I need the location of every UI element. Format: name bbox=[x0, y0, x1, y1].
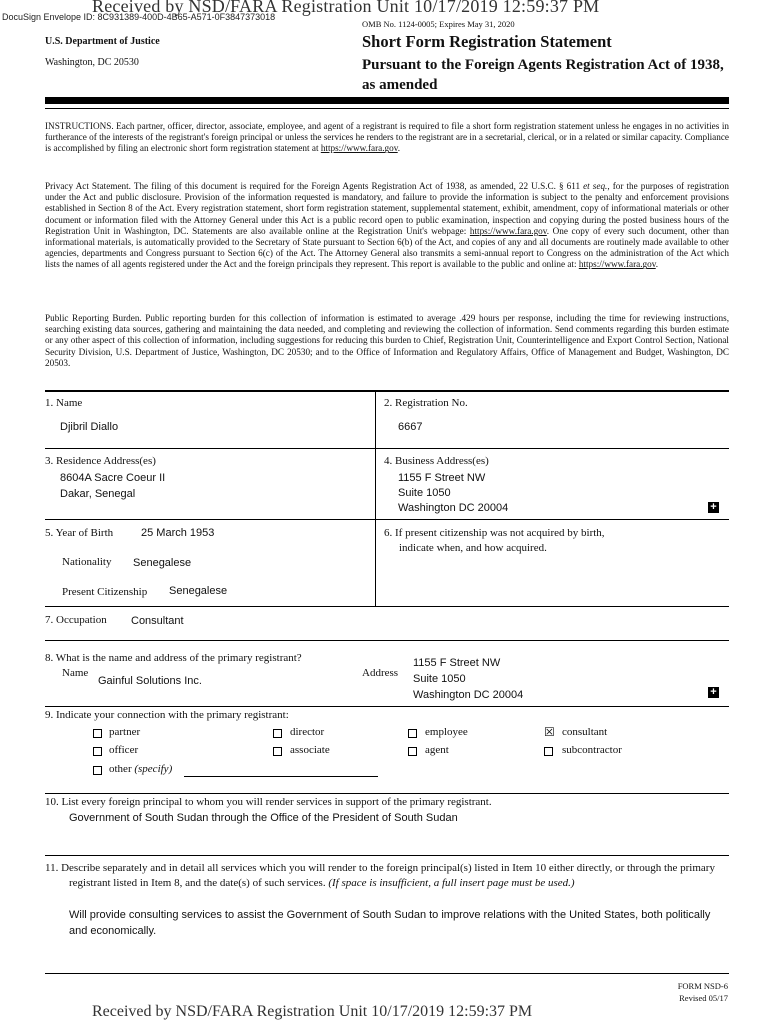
nationality-field[interactable]: Senegalese bbox=[133, 557, 192, 569]
form-title: Short Form Registration Statement bbox=[362, 32, 612, 51]
row-divider bbox=[45, 448, 729, 449]
registrant-address-label: Address bbox=[362, 667, 399, 679]
omb-number: OMB No. 1124-0005; Expires May 31, 2020 bbox=[362, 19, 515, 29]
item2-label: 2. Registration No. bbox=[384, 397, 468, 409]
subcontractor-checkbox[interactable] bbox=[544, 747, 553, 756]
department-city: Washington, DC 20530 bbox=[45, 57, 139, 68]
fara-link[interactable]: https://www.fara.gov bbox=[320, 143, 398, 154]
row-divider bbox=[45, 606, 729, 607]
item11-label-italic: (If space is insufficient, a full insert page must be used.) bbox=[328, 877, 575, 889]
column-divider bbox=[375, 390, 376, 606]
registrant-address-line3[interactable]: Washington DC 20004 bbox=[413, 689, 524, 701]
privacy-text-1: Privacy Act Statement. The filing of this document is required for the Foreign Agents Registration Act of 1938, as amended, 22 U.S.C. § 611 bbox=[45, 181, 584, 191]
business-address-line3[interactable]: Washington DC 20004 bbox=[398, 502, 509, 514]
partner-checkbox[interactable] bbox=[93, 729, 102, 738]
other-label bbox=[109, 763, 172, 775]
row-divider bbox=[45, 640, 729, 641]
services-description-field[interactable]: Will provide consulting services to assist the Government of South Sudan to improve relations with the United States, both politically and economically. bbox=[69, 909, 711, 937]
row-divider bbox=[45, 706, 729, 707]
item1-label: 1. Name bbox=[45, 397, 83, 409]
business-address-line2[interactable]: Suite 1050 bbox=[398, 487, 451, 499]
officer-label: officer bbox=[109, 744, 139, 756]
row-divider bbox=[45, 793, 729, 794]
instructions-text: INSTRUCTIONS. Each partner, officer, director, associate, employee, and agent of a registrant is required to file a short form registration statement unless he engages in no activities in furtherance of the interests of the registrant's foreign principal or unless the services he renders to the registrant are in a secretarial, clerical, or in a related or similar capacity. Compliance is accomplished by filing an electronic short form registration statement at bbox=[45, 121, 729, 154]
item7-label: 7. Occupation bbox=[45, 614, 107, 626]
form-number-text: FORM NSD-6 bbox=[677, 981, 728, 991]
item9-label: 9. Indicate your connection with the primary registrant: bbox=[45, 709, 289, 721]
form-number bbox=[678, 980, 728, 1004]
row-divider bbox=[45, 855, 729, 856]
privacy-act-paragraph bbox=[45, 181, 729, 271]
other-specify-line[interactable] bbox=[184, 776, 378, 777]
privacy-et-seq: et seq. bbox=[583, 181, 608, 191]
fara-link[interactable]: https://www.fara.gov bbox=[578, 259, 656, 270]
row-divider bbox=[45, 519, 729, 520]
associate-label: associate bbox=[290, 744, 330, 756]
fara-link[interactable]: https://www.fara.gov bbox=[469, 225, 547, 236]
business-address-line1[interactable]: 1155 F Street NW bbox=[398, 472, 486, 484]
expand-plus-icon[interactable]: + bbox=[708, 687, 719, 698]
header-rule-thin bbox=[45, 108, 729, 109]
foreign-principal-field[interactable]: Government of South Sudan through the Office of the President of South Sudan bbox=[69, 812, 458, 824]
associate-checkbox[interactable] bbox=[273, 747, 282, 756]
agent-checkbox[interactable] bbox=[408, 747, 417, 756]
nationality-label: Nationality bbox=[62, 556, 112, 568]
item5-label: 5. Year of Birth bbox=[45, 527, 114, 539]
department-name: U.S. Department of Justice bbox=[45, 36, 160, 47]
expand-plus-icon[interactable]: + bbox=[708, 502, 719, 513]
item8-label: 8. What is the name and address of the primary registrant? bbox=[45, 652, 302, 664]
received-stamp-top: Received by NSD/FARA Registration Unit 10/17/2019 12:59:37 PM bbox=[92, 0, 600, 16]
privacy-text-2: , for the purposes of registration under the Act and public disclosure. Provision of the information requested is mandatory, and failure to provide the information is subject to the penalty and enforcement provisions established in Section 8 of the Act. Every registration statement, short form registration statement, supplemental statement, exhibit, amendment, copy of informational materials or other document or information filed with the Attorney General under this Act is a public record open to public examination, inspection and copying during the posted business hours of the Registration Unit in Washington, DC. Statements are also available online at the Registration Unit's webpage: bbox=[45, 181, 729, 236]
consultant-label: consultant bbox=[562, 726, 608, 738]
name-field[interactable]: Djibril Diallo bbox=[60, 421, 119, 433]
registrant-address-line2[interactable]: Suite 1050 bbox=[413, 673, 466, 685]
form-bottom-rule bbox=[45, 973, 729, 974]
privacy-text-4: . bbox=[655, 259, 659, 270]
form-revised-date: Revised 05/17 bbox=[679, 993, 728, 1003]
consultant-checkbox-checked[interactable]: ☒ bbox=[544, 725, 555, 739]
item6-label-line1: 6. If present citizenship was not acquired by birth, bbox=[384, 527, 605, 539]
employee-label: employee bbox=[425, 726, 468, 738]
agent-label: agent bbox=[425, 744, 449, 756]
subcontractor-label: subcontractor bbox=[562, 744, 622, 756]
officer-checkbox[interactable] bbox=[93, 747, 102, 756]
registrant-name-field[interactable]: Gainful Solutions Inc. bbox=[98, 675, 202, 687]
reporting-burden-paragraph: Public Reporting Burden. Public reporting burden for this collection of information is estimated to average .429 hours per response, including the time for reviewing instructions, searching existing data sources, gathering and maintaining the data needed, and completing and reviewing the collection of information. Send comments regarding this burden estimate or any other aspect of this collection of information, including suggestions for reducing this burden to Chief, Registration Unit, Counterintelligence and Export Control Section, National Security Division, U.S. Department of Justice, Washington, DC 20530; and to the Office of Information and Regulatory Affairs, Office of Management and Budget, Washington, DC 20503. bbox=[45, 313, 729, 368]
director-label: director bbox=[290, 726, 325, 738]
instructions-end: . bbox=[397, 143, 400, 154]
registrant-name-label: Name bbox=[62, 667, 89, 679]
citizenship-label: Present Citizenship bbox=[62, 586, 148, 598]
privacy-text-3: . One copy of every such document, other than informational materials, is automatically provided to the Secretary of State pursuant to Section 6(b) of the Act, and copies of any and all documents are routinely made available to other agencies, departments and Congress pursuant to Section 6(c) of the Act. The Attorney General also transmits a semi-annual report to Congress on the administration of the Act which lists the names of all agents registered under the Act and the foreign principals they represent. This report is available to the public and online at: bbox=[45, 225, 729, 270]
item3-label: 3. Residence Address(es) bbox=[45, 455, 156, 467]
year-of-birth-field[interactable]: 25 March 1953 bbox=[141, 527, 215, 539]
item10-label: 10. List every foreign principal to whom you will render services in support of the primary registrant. bbox=[45, 796, 492, 808]
other-text: other bbox=[109, 763, 132, 775]
item11-label bbox=[45, 861, 729, 891]
item6-label-line2: indicate when, and how acquired. bbox=[399, 542, 547, 554]
other-specify-text: (specify) bbox=[134, 763, 173, 775]
form-top-rule bbox=[45, 390, 729, 392]
residence-address-line1[interactable]: 8604A Sacre Coeur II bbox=[60, 472, 166, 484]
instructions-paragraph bbox=[45, 121, 729, 155]
director-checkbox[interactable] bbox=[273, 729, 282, 738]
form-subtitle: Pursuant to the Foreign Agents Registration Act of 1938, as amended bbox=[362, 57, 724, 93]
employee-checkbox[interactable] bbox=[408, 729, 417, 738]
partner-label: partner bbox=[109, 726, 141, 738]
other-checkbox[interactable] bbox=[93, 766, 102, 775]
occupation-field[interactable]: Consultant bbox=[131, 615, 184, 627]
docusign-envelope-id: DocuSign Envelope ID: 8C931389-400D-4B65-A571-0F3847373018 bbox=[2, 12, 276, 22]
residence-address-line2[interactable]: Dakar, Senegal bbox=[60, 488, 136, 500]
item4-label: 4. Business Address(es) bbox=[384, 455, 489, 467]
registrant-address-line1[interactable]: 1155 F Street NW bbox=[413, 657, 501, 669]
item11-label-text: 11. Describe separately and in detail all services which you will render to the foreign principal(s) listed in Item 10 either directly, or through the primary registrant listed in Item 8, and the date(s) of such services. bbox=[45, 862, 715, 889]
header-rule-thick bbox=[45, 97, 729, 104]
received-stamp-bottom: Received by NSD/FARA Registration Unit 10/17/2019 12:59:37 PM bbox=[92, 1003, 533, 1020]
citizenship-field[interactable]: Senegalese bbox=[169, 585, 228, 597]
registration-number-field[interactable]: 6667 bbox=[398, 421, 423, 433]
